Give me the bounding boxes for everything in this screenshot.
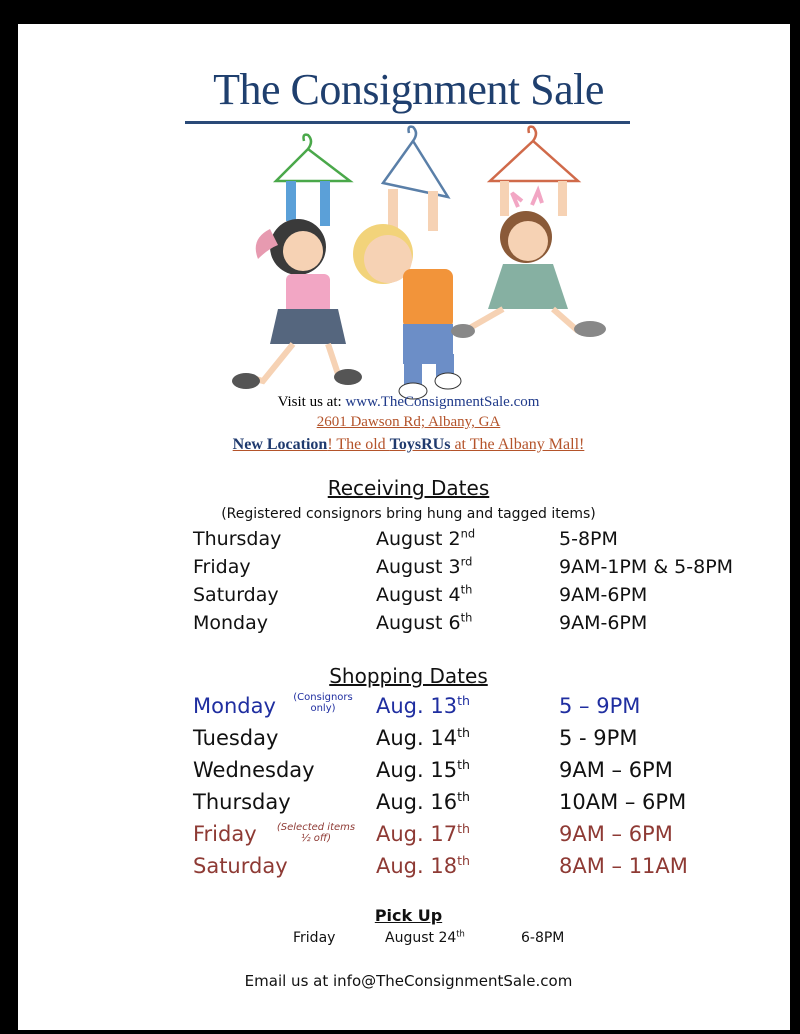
visit-line [18, 394, 799, 411]
shopping-time: 8AM – 11AM [559, 854, 688, 878]
toysrus-label: ToysRUs [389, 436, 451, 453]
shopping-date: Aug. 18th [376, 853, 470, 878]
shopping-day: Monday [193, 694, 276, 718]
consignors-only-note: (Consignors only) [293, 692, 353, 714]
receiving-row [193, 584, 793, 612]
shopping-time: 9AM – 6PM [559, 822, 673, 846]
kid-girl-left [232, 181, 362, 389]
shopping-date: Aug. 13th [376, 693, 470, 718]
new-location-text-2: at The Albany Mall! [450, 436, 585, 453]
address-line[interactable]: 2601 Dawson Rd; Albany, GA [316, 414, 501, 430]
flyer-page [18, 24, 790, 1030]
shopping-time: 10AM – 6PM [559, 790, 687, 814]
new-location-label: New Location [232, 436, 328, 453]
receiving-day: Monday [193, 612, 269, 634]
shopping-time: 5 – 9PM [559, 694, 641, 718]
shopping-day: Tuesday [193, 726, 279, 750]
kids-hanging-illustration [208, 119, 618, 404]
receiving-row [193, 612, 793, 640]
pick-up-heading: Pick Up [374, 906, 443, 925]
receiving-date: August 6th [376, 610, 473, 634]
receiving-row [193, 528, 793, 556]
website-link[interactable]: www.TheConsignmentSale.com [345, 394, 540, 410]
receiving-date: August 2nd [376, 526, 476, 550]
receiving-time: 9AM-1PM & 5-8PM [559, 556, 734, 578]
receiving-day: Friday [193, 556, 251, 578]
kid-boy-middle [353, 189, 461, 399]
receiving-time: 9AM-6PM [559, 584, 648, 606]
page-title: The Consignment Sale [213, 65, 604, 114]
pick-up-day: Friday [293, 930, 336, 946]
receiving-dates-heading: Receiving Dates [327, 476, 490, 500]
new-location-line [18, 436, 799, 454]
receiving-day: Thursday [193, 528, 282, 550]
receiving-date: August 4th [376, 582, 473, 606]
shopping-row [193, 822, 793, 850]
shopping-date: Aug. 15th [376, 757, 470, 782]
shopping-row [193, 758, 793, 786]
shopping-day: Saturday [193, 854, 288, 878]
shopping-time: 5 - 9PM [559, 726, 638, 750]
receiving-day: Saturday [193, 584, 279, 606]
shopping-row [193, 790, 793, 818]
shopping-row [193, 694, 793, 722]
shopping-row [193, 726, 793, 754]
shopping-date: Aug. 17th [376, 821, 470, 846]
half-off-note: (Selected items ½ off) [276, 822, 356, 844]
shopping-date: Aug. 16th [376, 789, 470, 814]
receiving-time: 5-8PM [559, 528, 618, 550]
receiving-note: (Registered consignors bring hung and tagged items) [221, 506, 596, 522]
new-location-text-1: ! The old [327, 436, 390, 453]
shopping-row [193, 854, 793, 882]
visit-label: Visit us at: [277, 394, 342, 410]
email-line[interactable]: Email us at info@TheConsignmentSale.com [244, 972, 573, 990]
receiving-date: August 3rd [376, 554, 473, 578]
shopping-day: Thursday [193, 790, 291, 814]
receiving-row [193, 556, 793, 584]
pick-up-time: 6-8PM [521, 930, 565, 946]
pick-up-date: August 24th [385, 928, 465, 946]
shopping-time: 9AM – 6PM [559, 758, 673, 782]
kid-girl-right [451, 181, 606, 338]
receiving-time: 9AM-6PM [559, 612, 648, 634]
shopping-day: Wednesday [193, 758, 315, 782]
shopping-day: Friday [193, 822, 257, 846]
shopping-dates-heading: Shopping Dates [329, 664, 488, 688]
shopping-date: Aug. 14th [376, 725, 470, 750]
